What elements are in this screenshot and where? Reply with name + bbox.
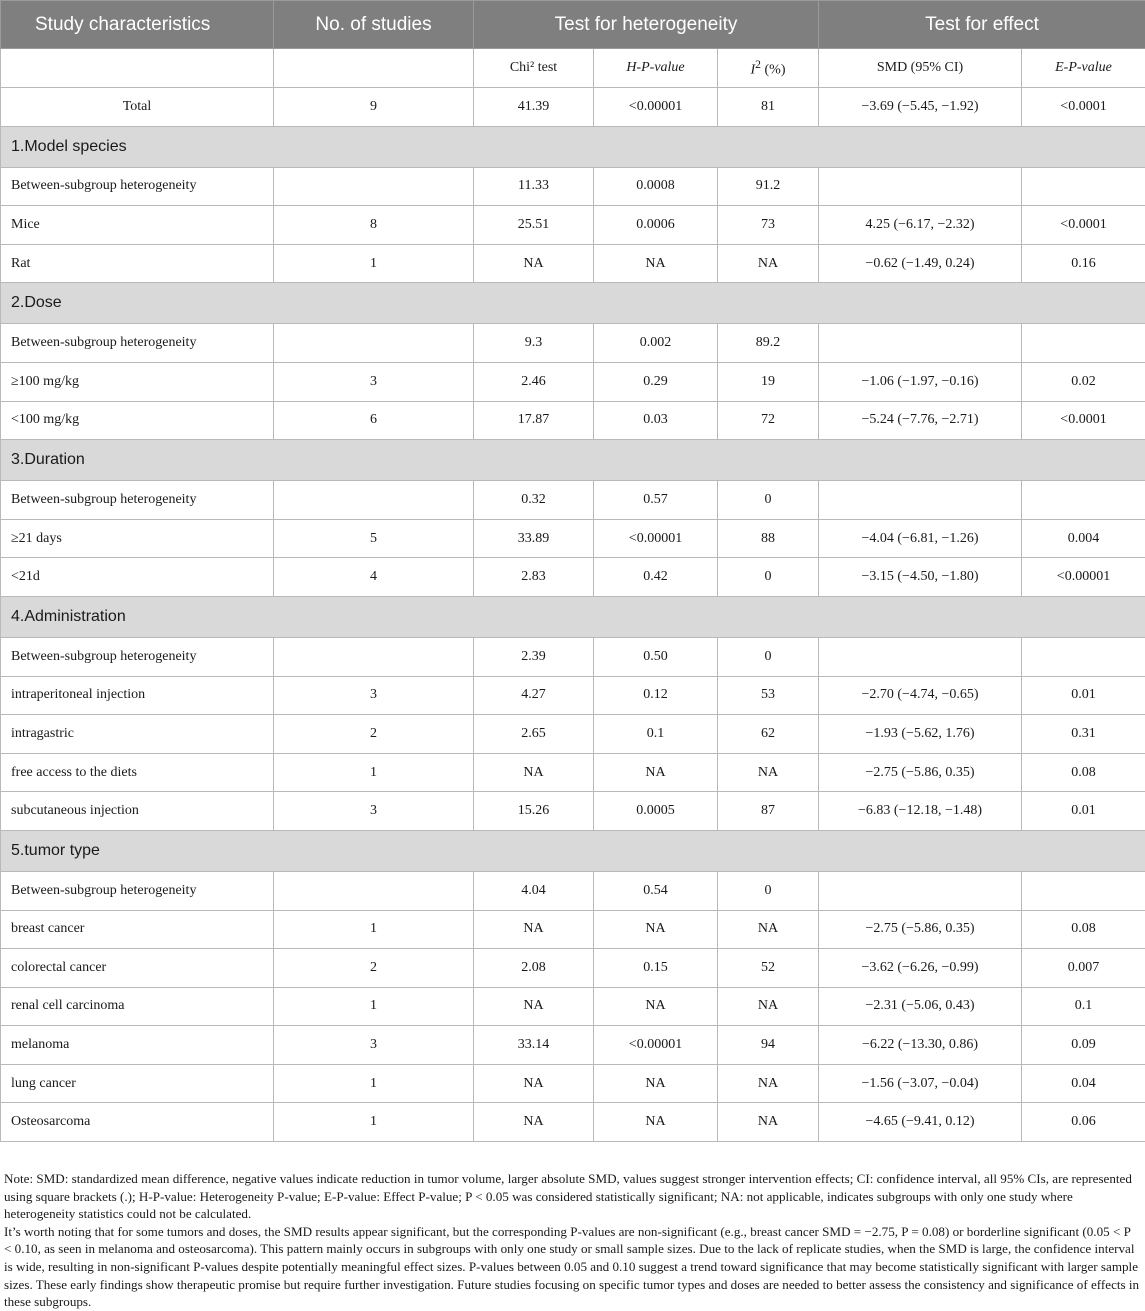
cell-smd	[819, 481, 1022, 520]
cell-chi: NA	[474, 1103, 594, 1142]
cell-hp: 0.03	[594, 401, 718, 440]
cell-i2: 0	[718, 637, 819, 676]
cell-hp: NA	[594, 753, 718, 792]
cell-ep: <0.0001	[1022, 401, 1145, 440]
cell-i2: 88	[718, 519, 819, 558]
cell-n: 9	[274, 88, 474, 127]
table-subheader-row	[1, 49, 1145, 88]
cell-hp: 0.0006	[594, 206, 718, 245]
cell-ep: 0.01	[1022, 792, 1145, 831]
cell-label: Rat	[1, 244, 274, 283]
cell-ep	[1022, 481, 1145, 520]
cell-hp: 0.50	[594, 637, 718, 676]
table-row	[1, 167, 1145, 206]
cell-n: 1	[274, 987, 474, 1026]
subheader-chi-test: Chi² test	[474, 49, 594, 88]
cell-n: 8	[274, 206, 474, 245]
cell-smd: 4.25 (−6.17, −2.32)	[819, 206, 1022, 245]
cell-ep: 0.08	[1022, 753, 1145, 792]
cell-n: 6	[274, 401, 474, 440]
section-title: 4.Administration	[1, 596, 1145, 637]
cell-n	[274, 324, 474, 363]
cell-i2: 19	[718, 362, 819, 401]
cell-i2: 0	[718, 481, 819, 520]
cell-hp: 0.42	[594, 558, 718, 597]
cell-ep: 0.06	[1022, 1103, 1145, 1142]
cell-ep: <0.00001	[1022, 558, 1145, 597]
cell-chi: 2.08	[474, 949, 594, 988]
subheader-i2-unit: (%)	[761, 62, 786, 77]
cell-n: 2	[274, 715, 474, 754]
subheader-empty-cell	[274, 49, 474, 88]
cell-n: 1	[274, 910, 474, 949]
table-row	[1, 324, 1145, 363]
table-row	[1, 362, 1145, 401]
cell-i2: NA	[718, 1103, 819, 1142]
cell-n: 3	[274, 362, 474, 401]
cell-label: <100 mg/kg	[1, 401, 274, 440]
cell-hp: 0.57	[594, 481, 718, 520]
table-row	[1, 949, 1145, 988]
cell-smd: −2.70 (−4.74, −0.65)	[819, 676, 1022, 715]
cell-hp: 0.12	[594, 676, 718, 715]
cell-ep: 0.16	[1022, 244, 1145, 283]
cell-i2: 81	[718, 88, 819, 127]
cell-n: 1	[274, 244, 474, 283]
table-row	[1, 637, 1145, 676]
note-paragraph-1: Note: SMD: standardized mean difference, negative values indicate reduction in tumor volume, larger absolute SMD, values suggest stronger intervention effects; CI: confidence interval, all 95% CIs, are represented using square brackets (.); H-P-value: Heterogeneity P-value; E-P-value: Effect P-value; P < 0.05 was considered statistically significant; NA: not applicable, indicates subgroups with only one study where heterogeneity statistics could not be calculated.	[4, 1170, 1140, 1223]
cell-label: <21d	[1, 558, 274, 597]
cell-n: 4	[274, 558, 474, 597]
cell-chi: 17.87	[474, 401, 594, 440]
cell-i2: 91.2	[718, 167, 819, 206]
cell-hp: NA	[594, 1103, 718, 1142]
cell-n: 1	[274, 753, 474, 792]
cell-label: Between-subgroup heterogeneity	[1, 871, 274, 910]
cell-chi: 0.32	[474, 481, 594, 520]
cell-smd: −4.04 (−6.81, −1.26)	[819, 519, 1022, 558]
cell-i2: 0	[718, 871, 819, 910]
cell-chi: 15.26	[474, 792, 594, 831]
cell-smd: −2.75 (−5.86, 0.35)	[819, 753, 1022, 792]
cell-chi: NA	[474, 753, 594, 792]
cell-n: 1	[274, 1103, 474, 1142]
section-header-row	[1, 830, 1145, 871]
cell-ep: 0.004	[1022, 519, 1145, 558]
header-test-for-heterogeneity: Test for heterogeneity	[474, 1, 819, 49]
cell-n: 3	[274, 1026, 474, 1065]
table-row	[1, 987, 1145, 1026]
cell-chi: 41.39	[474, 88, 594, 127]
cell-smd: −2.75 (−5.86, 0.35)	[819, 910, 1022, 949]
cell-i2: NA	[718, 987, 819, 1026]
cell-i2: 73	[718, 206, 819, 245]
section-title: 1.Model species	[1, 126, 1145, 167]
section-title: 2.Dose	[1, 283, 1145, 324]
cell-ep: 0.007	[1022, 949, 1145, 988]
table-row	[1, 753, 1145, 792]
cell-hp: 0.1	[594, 715, 718, 754]
cell-chi: 33.89	[474, 519, 594, 558]
cell-ep: <0.0001	[1022, 206, 1145, 245]
table-note	[4, 1170, 1140, 1311]
cell-hp: 0.0005	[594, 792, 718, 831]
cell-smd: −3.62 (−6.26, −0.99)	[819, 949, 1022, 988]
cell-i2: NA	[718, 910, 819, 949]
cell-chi: NA	[474, 244, 594, 283]
cell-smd: −4.65 (−9.41, 0.12)	[819, 1103, 1022, 1142]
cell-n: 3	[274, 676, 474, 715]
cell-chi: 33.14	[474, 1026, 594, 1065]
cell-smd: −5.24 (−7.76, −2.71)	[819, 401, 1022, 440]
section-title: 3.Duration	[1, 440, 1145, 481]
table-row	[1, 1064, 1145, 1103]
cell-chi: 2.83	[474, 558, 594, 597]
cell-label: free access to the diets	[1, 753, 274, 792]
subheader-i2	[718, 49, 819, 88]
cell-chi: NA	[474, 1064, 594, 1103]
cell-smd: −2.31 (−5.06, 0.43)	[819, 987, 1022, 1026]
table-row	[1, 715, 1145, 754]
cell-label: ≥21 days	[1, 519, 274, 558]
cell-label: Between-subgroup heterogeneity	[1, 481, 274, 520]
table-row	[1, 519, 1145, 558]
cell-hp: 0.002	[594, 324, 718, 363]
cell-i2: NA	[718, 753, 819, 792]
cell-chi: NA	[474, 910, 594, 949]
table-row	[1, 88, 1145, 127]
cell-hp: 0.15	[594, 949, 718, 988]
cell-chi: 4.04	[474, 871, 594, 910]
cell-label: Between-subgroup heterogeneity	[1, 637, 274, 676]
cell-i2: 89.2	[718, 324, 819, 363]
cell-n: 5	[274, 519, 474, 558]
table-row	[1, 244, 1145, 283]
cell-ep: 0.08	[1022, 910, 1145, 949]
cell-i2: NA	[718, 244, 819, 283]
subheader-h-p-value: H-P-value	[594, 49, 718, 88]
table-row	[1, 206, 1145, 245]
subheader-smd: SMD (95% CI)	[819, 49, 1022, 88]
cell-n: 3	[274, 792, 474, 831]
note-paragraph-2: It’s worth noting that for some tumors and doses, the SMD results appear significant, but the corresponding P-values are non-significant (e.g., breast cancer SMD = −2.75, P = 0.08) or borderline significant (0.05 < P < 0.10, as seen in melanoma and osteosarcoma). This pattern mainly occurs in subgroups with only one study or small sample sizes. Due to the lack of replicate studies, when the SMD is large, the confidence interval is wide, resulting in non-significant P-values despite potentially meaningful effect sizes. P-values between 0.05 and 0.10 suggest a trend toward significance that may become statistically significant with larger sample sizes. These early findings show therapeutic promise but require further investigation. Future studies focusing on specific tumor types and doses are needed to better assess the consistency and significance of effects in these subgroups.	[4, 1223, 1140, 1311]
cell-hp: 0.29	[594, 362, 718, 401]
cell-hp: <0.00001	[594, 88, 718, 127]
subheader-e-p-value: E-P-value	[1022, 49, 1145, 88]
cell-label: intragastric	[1, 715, 274, 754]
cell-label: colorectal cancer	[1, 949, 274, 988]
cell-ep: <0.0001	[1022, 88, 1145, 127]
cell-ep: 0.01	[1022, 676, 1145, 715]
table-row	[1, 481, 1145, 520]
header-test-for-effect: Test for effect	[819, 1, 1145, 49]
cell-n: 2	[274, 949, 474, 988]
cell-i2: 53	[718, 676, 819, 715]
header-no-of-studies: No. of studies	[274, 1, 474, 49]
cell-ep: 0.1	[1022, 987, 1145, 1026]
cell-smd	[819, 324, 1022, 363]
cell-chi: 2.65	[474, 715, 594, 754]
cell-chi: 2.46	[474, 362, 594, 401]
cell-hp: NA	[594, 910, 718, 949]
cell-smd: −6.83 (−12.18, −1.48)	[819, 792, 1022, 831]
cell-hp: 0.54	[594, 871, 718, 910]
table-row	[1, 401, 1145, 440]
section-header-row	[1, 283, 1145, 324]
cell-hp: 0.0008	[594, 167, 718, 206]
cell-i2: 94	[718, 1026, 819, 1065]
cell-i2: 52	[718, 949, 819, 988]
cell-n	[274, 637, 474, 676]
cell-smd	[819, 871, 1022, 910]
cell-label: renal cell carcinoma	[1, 987, 274, 1026]
subheader-i2-sup: 2	[755, 58, 761, 71]
cell-hp: NA	[594, 1064, 718, 1103]
section-title: 5.tumor type	[1, 830, 1145, 871]
cell-i2: 72	[718, 401, 819, 440]
cell-smd: −0.62 (−1.49, 0.24)	[819, 244, 1022, 283]
cell-label: Mice	[1, 206, 274, 245]
cell-hp: NA	[594, 987, 718, 1026]
cell-chi: 4.27	[474, 676, 594, 715]
cell-ep	[1022, 324, 1145, 363]
cell-smd: −1.06 (−1.97, −0.16)	[819, 362, 1022, 401]
section-header-row	[1, 596, 1145, 637]
table-row	[1, 910, 1145, 949]
cell-smd: −1.56 (−3.07, −0.04)	[819, 1064, 1022, 1103]
cell-label: Between-subgroup heterogeneity	[1, 167, 274, 206]
subheader-i2-letter: I	[751, 62, 756, 77]
cell-hp: NA	[594, 244, 718, 283]
cell-smd: −6.22 (−13.30, 0.86)	[819, 1026, 1022, 1065]
cell-label: breast cancer	[1, 910, 274, 949]
table-header-row	[1, 1, 1145, 49]
cell-n	[274, 481, 474, 520]
cell-label: subcutaneous injection	[1, 792, 274, 831]
cell-smd: −3.15 (−4.50, −1.80)	[819, 558, 1022, 597]
cell-ep: 0.04	[1022, 1064, 1145, 1103]
cell-ep	[1022, 637, 1145, 676]
cell-n	[274, 871, 474, 910]
cell-i2: 87	[718, 792, 819, 831]
cell-chi: NA	[474, 987, 594, 1026]
cell-label: intraperitoneal injection	[1, 676, 274, 715]
cell-label: Total	[1, 88, 274, 127]
table-row	[1, 1026, 1145, 1065]
cell-ep	[1022, 871, 1145, 910]
cell-chi: 9.3	[474, 324, 594, 363]
cell-label: melanoma	[1, 1026, 274, 1065]
cell-smd: −1.93 (−5.62, 1.76)	[819, 715, 1022, 754]
cell-label: Between-subgroup heterogeneity	[1, 324, 274, 363]
cell-ep: 0.09	[1022, 1026, 1145, 1065]
cell-label: ≥100 mg/kg	[1, 362, 274, 401]
cell-label: lung cancer	[1, 1064, 274, 1103]
table-row	[1, 792, 1145, 831]
table-row	[1, 676, 1145, 715]
cell-smd	[819, 637, 1022, 676]
cell-ep	[1022, 167, 1145, 206]
section-header-row	[1, 440, 1145, 481]
subheader-empty-cell	[1, 49, 274, 88]
cell-chi: 11.33	[474, 167, 594, 206]
cell-n: 1	[274, 1064, 474, 1103]
cell-hp: <0.00001	[594, 1026, 718, 1065]
cell-smd: −3.69 (−5.45, −1.92)	[819, 88, 1022, 127]
cell-ep: 0.31	[1022, 715, 1145, 754]
cell-n	[274, 167, 474, 206]
cell-label: Osteosarcoma	[1, 1103, 274, 1142]
table-row	[1, 871, 1145, 910]
cell-ep: 0.02	[1022, 362, 1145, 401]
table-row	[1, 558, 1145, 597]
section-header-row	[1, 126, 1145, 167]
header-study-characteristics: Study characteristics	[1, 1, 274, 49]
table-row	[1, 1103, 1145, 1142]
cell-i2: 62	[718, 715, 819, 754]
cell-chi: 25.51	[474, 206, 594, 245]
cell-i2: NA	[718, 1064, 819, 1103]
cell-chi: 2.39	[474, 637, 594, 676]
cell-hp: <0.00001	[594, 519, 718, 558]
cell-i2: 0	[718, 558, 819, 597]
cell-smd	[819, 167, 1022, 206]
